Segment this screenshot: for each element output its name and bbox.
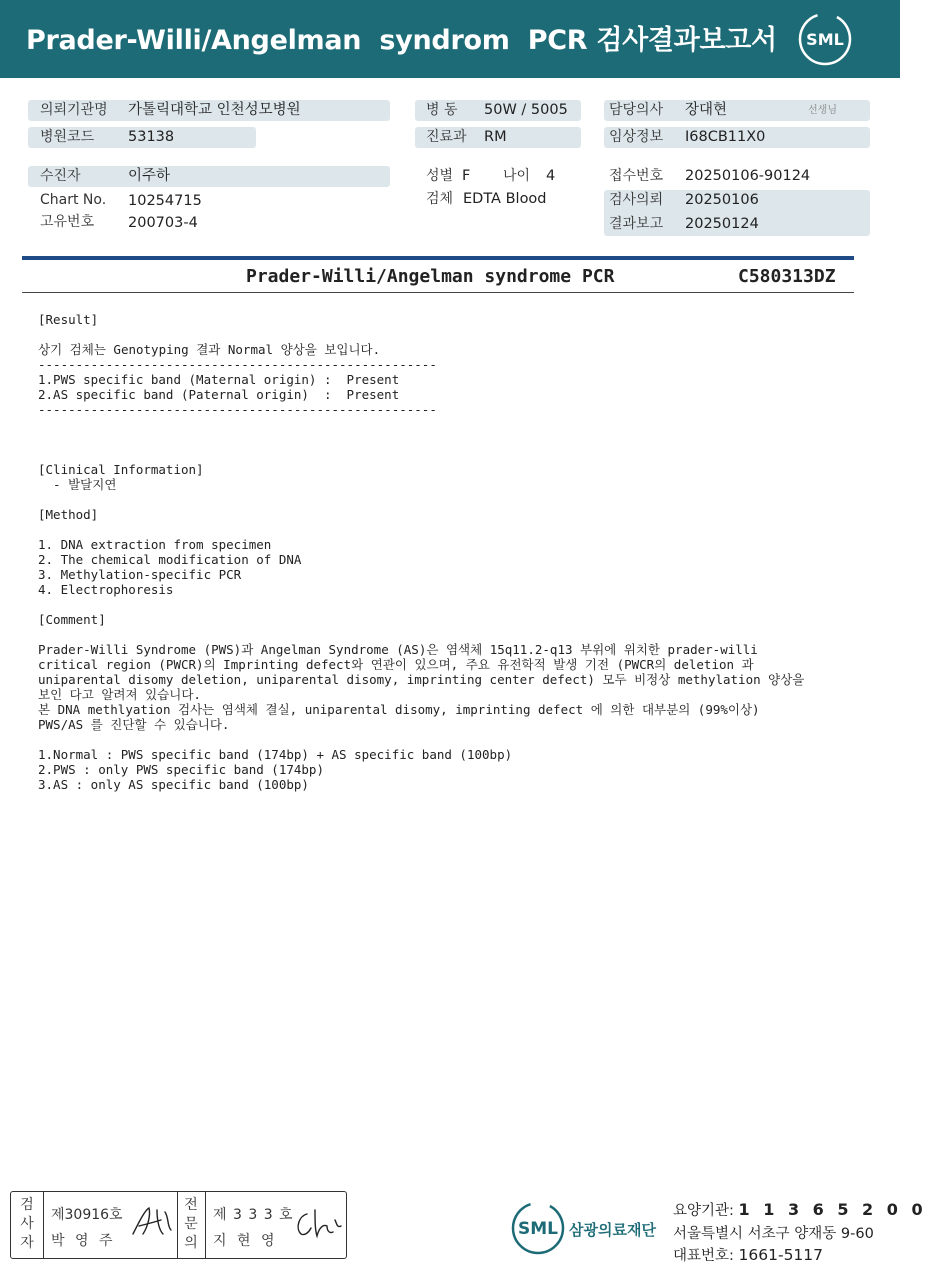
- doctor-suffix: 선생님: [808, 105, 837, 116]
- footer-address: 서울특별시 서초구 양재동 9-60: [673, 1226, 874, 1242]
- hospital-code-label: 병원코드: [40, 129, 95, 145]
- report-line: Prader-Willi Syndrome (PWS)과 Angelman Syndrome (AS)은 염색체 15q11.2-q13 부위에 위치한 prader-willi: [38, 642, 758, 657]
- department-value: RM: [484, 129, 507, 145]
- report-line: [38, 492, 804, 507]
- report-line: [38, 732, 804, 747]
- clinical-info-value: I68CB11X0: [685, 129, 766, 145]
- specialist-name: 지 현 영: [213, 1233, 278, 1249]
- specialist-label: 전 문 의: [184, 1197, 198, 1251]
- sml-logo: [798, 12, 852, 66]
- signature-box: [10, 1191, 347, 1259]
- chart-no-value: 10254715: [128, 193, 202, 209]
- patient-pill: [28, 166, 390, 187]
- doctor-value: 장대현: [685, 102, 728, 118]
- report-line: 1. DNA extraction from specimen: [38, 537, 272, 552]
- report-line: 본 DNA methlyation 검사는 염색체 결실, uniparental disomy, imprinting defect 에 의한 대부분의 (99%이상): [38, 702, 760, 717]
- report-line: - 발달지연: [38, 477, 117, 492]
- report-line: PWS/AS 를 진단할 수 있습니다.: [38, 717, 230, 732]
- footer-care-label: 요양기관:: [673, 1203, 734, 1219]
- report-body: [38, 312, 804, 792]
- footer-phone-line: [673, 1244, 823, 1265]
- receipt-no-label: 접수번호: [609, 168, 664, 184]
- test-title: Prader-Willi/Angelman syndrome PCR: [246, 266, 615, 287]
- footer-phone: 1661-5117: [738, 1246, 824, 1264]
- report-line: 3.AS : only AS specific band (100bp): [38, 777, 309, 792]
- sex-label: 성별: [426, 168, 454, 184]
- hospital-code-value: 53138: [128, 129, 175, 145]
- unique-no-value: 200703-4: [128, 215, 198, 231]
- tester-signature: [129, 1204, 175, 1242]
- specialist-signature: [293, 1206, 343, 1242]
- ward-value: 50W / 5005: [484, 102, 568, 118]
- chart-no-label: Chart No.: [40, 192, 107, 208]
- report-line: [38, 327, 804, 342]
- logo-text: SML: [806, 30, 844, 49]
- report-line: [38, 627, 804, 642]
- specialist-license-no: 제 3 3 3 호: [213, 1207, 294, 1223]
- report-header: [0, 0, 900, 78]
- report-line: -----------------------------------------------------: [38, 402, 437, 417]
- report-title: Prader-Willi/Angelman syndrom PCR 검사결과보고서: [26, 25, 777, 56]
- report-line: [Comment]: [38, 612, 106, 627]
- footer-logo-text: SML: [518, 1219, 558, 1239]
- footer-care-line: [673, 1199, 927, 1220]
- report-date-value: 20250124: [685, 216, 759, 232]
- unique-no-label: 고유번호: [40, 214, 95, 230]
- title-rule-bottom: [22, 292, 854, 293]
- title-rule-top: [22, 256, 854, 260]
- patient-value: 이주하: [128, 168, 171, 184]
- tester-license-no: 제30916호: [51, 1207, 123, 1223]
- report-line: 4. Electrophoresis: [38, 582, 174, 597]
- report-line: 보인 다고 알려져 있습니다.: [38, 687, 201, 702]
- clinical-info-label: 임상정보: [609, 129, 664, 145]
- receipt-no-value: 20250106-90124: [685, 168, 811, 184]
- report-line: [38, 432, 804, 447]
- institution-value: 가톨릭대학교 인천성모병원: [128, 102, 301, 118]
- report-line: [38, 522, 804, 537]
- institution-label: 의뢰기관명: [40, 102, 108, 118]
- request-date-value: 20250106: [685, 192, 759, 208]
- report-date-label: 결과보고: [609, 216, 664, 232]
- report-line: [38, 417, 804, 432]
- request-date-label: 검사의뢰: [609, 192, 664, 208]
- report-line: 2.PWS : only PWS specific band (174bp): [38, 762, 324, 777]
- test-code: C580313DZ: [738, 266, 836, 287]
- patient-label: 수진자: [40, 168, 81, 184]
- tester-label: 검 사 자: [20, 1197, 34, 1251]
- footer-sml-logo: [510, 1200, 566, 1256]
- report-line: 3. Methylation-specific PCR: [38, 567, 242, 582]
- doctor-label: 담당의사: [609, 102, 664, 118]
- specimen-label: 검체: [426, 191, 454, 207]
- report-line: [Method]: [38, 507, 99, 522]
- report-line: [Result]: [38, 312, 99, 327]
- report-line: [38, 447, 804, 462]
- footer-phone-label: 대표번호:: [673, 1248, 734, 1264]
- sex-value: F: [462, 168, 471, 184]
- ward-label: 병 동: [426, 102, 458, 118]
- specimen-value: EDTA Blood: [463, 191, 547, 207]
- tester-name: 박 영 주: [51, 1233, 116, 1249]
- report-line: [38, 597, 804, 612]
- report-line: 1.PWS specific band (Maternal origin) : Present: [38, 372, 400, 387]
- department-label: 진료과: [426, 129, 467, 145]
- report-line: 상기 검체는 Genotyping 결과 Normal 양상을 보입니다.: [38, 342, 381, 357]
- footer-care-no: 1 1 3 6 5 2 0 0: [738, 1200, 927, 1219]
- footer-org-name: 삼광의료재단: [569, 1221, 656, 1239]
- report-line: 2.AS specific band (Paternal origin) : Present: [38, 387, 400, 402]
- report-line: 1.Normal : PWS specific band (174bp) + AS specific band (100bp): [38, 747, 513, 762]
- age-value: 4: [546, 168, 556, 184]
- report-line: 2. The chemical modification of DNA: [38, 552, 302, 567]
- report-line: -----------------------------------------------------: [38, 357, 437, 372]
- age-label: 나이: [503, 168, 531, 184]
- report-line: [Clinical Information]: [38, 462, 204, 477]
- report-line: critical region (PWCR)의 Imprinting defect와 연관이 있으며, 주요 유전학적 발생 기전 (PWCR의 deletion 과: [38, 657, 754, 672]
- report-line: uniparental disomy deletion, uniparental disomy, imprinting center defect) 모두 비정상 methylation 양상을: [38, 672, 805, 687]
